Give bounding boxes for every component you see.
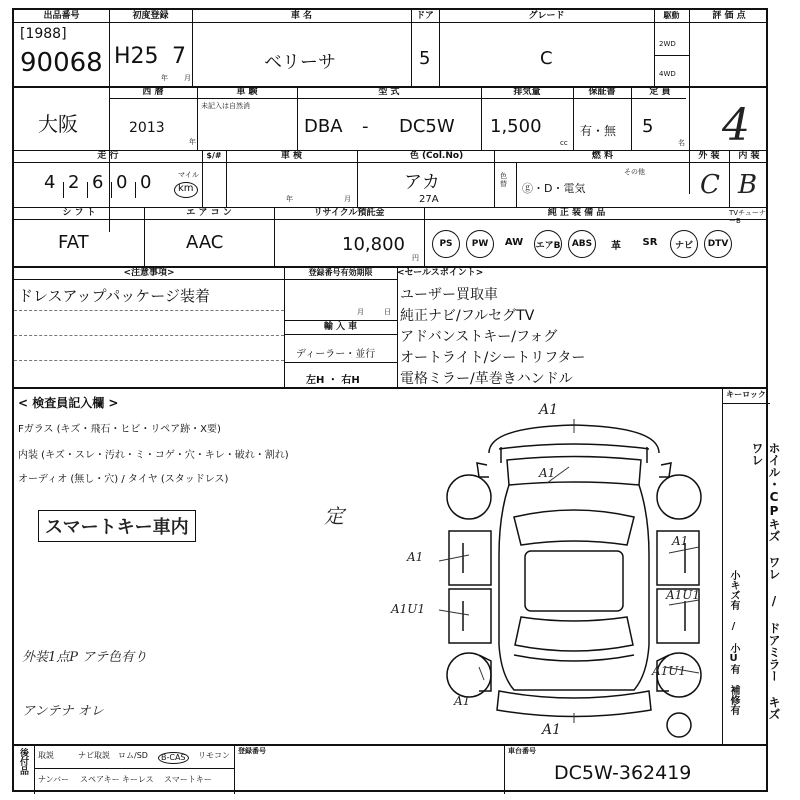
caution-label: <注意事項> — [123, 268, 175, 278]
warranty-value: 有・無 — [580, 124, 617, 138]
auction-sheet — [12, 8, 781, 792]
chassis-label: 車台番号 — [508, 747, 536, 755]
equipment-item: PS — [432, 230, 460, 258]
option-item: ナンバー — [38, 775, 70, 784]
option-item: ナビ取説 — [78, 751, 110, 760]
mark-right-mid: A1U1 — [666, 588, 701, 602]
sales-point: ユーザー買取車 — [400, 287, 498, 303]
reg-day: 日 — [384, 308, 391, 316]
mark-right-rear: A1U1 — [652, 664, 687, 678]
grade-label: グレード — [528, 11, 565, 21]
interior-label: 内 装 — [738, 151, 760, 161]
equipment-item: PW — [466, 230, 494, 258]
displacement-label: 排気量 — [513, 87, 541, 97]
reg-no-label: 登録番号 — [238, 747, 266, 755]
fuel-options: ⓖ・D・電気 — [522, 182, 586, 195]
recycle: 10,800 — [342, 234, 405, 255]
mark-right-front: A1 — [672, 534, 689, 548]
year-label: 西 暦 — [142, 87, 164, 97]
interior: B — [738, 170, 758, 200]
shift-label: シ フ ト — [62, 208, 96, 218]
equipment-item: AW — [504, 237, 524, 248]
option-item: キーレス — [122, 775, 154, 784]
hand-note-2: アンテナ オレ — [22, 704, 104, 719]
exterior-label: 外 装 — [698, 151, 720, 161]
mark-left-front: A1 — [407, 550, 424, 564]
displacement: 1,500 — [490, 116, 542, 137]
model-dash: - — [362, 116, 369, 137]
year-unit: 年 — [161, 74, 168, 82]
color-code: 27A — [419, 194, 439, 205]
first-reg-era: H25 — [114, 44, 159, 69]
sharp-label: $/# — [206, 151, 222, 160]
car-diagram — [429, 405, 719, 745]
cc-unit: cc — [560, 139, 568, 147]
sales-point: 電格ミラー/革巻きハンドル — [400, 371, 573, 387]
drive-2wd: 2WD — [659, 40, 676, 48]
year: 2013 — [129, 120, 165, 136]
option-item: スペアキー — [80, 775, 120, 784]
score: 4 — [722, 100, 750, 151]
drive-4wd: 4WD — [659, 70, 676, 78]
model-prefix: DBA — [304, 116, 343, 137]
equipment-item: SR — [642, 237, 658, 248]
exterior: C — [700, 170, 720, 200]
equipment-label: 純 正 装 備 品 — [547, 208, 606, 218]
dealer: ディーラー・並行 — [296, 349, 376, 360]
color-change-label: 色替 — [500, 172, 507, 188]
glass-line: Fガラス (キズ・飛石・ヒビ・リペア跡・X要) — [18, 424, 221, 435]
inspection-label: 車 験 — [236, 87, 258, 97]
doors: 5 — [419, 48, 431, 69]
inspection-note: 未記入は自然消 — [201, 102, 250, 110]
inspection2-label: 車 検 — [280, 151, 303, 161]
mileage-digit: 6 — [92, 172, 104, 193]
reg-expiry-label: 登録番号有効期限 — [308, 268, 373, 277]
equipment-item: ナビ — [670, 230, 698, 258]
first-reg-label: 初度登録 — [132, 11, 169, 21]
car-name: ベリーサ — [264, 52, 336, 73]
equipment-item: 革 — [611, 241, 621, 252]
shift: FAT — [58, 232, 89, 253]
capacity-unit: 名 — [678, 139, 685, 147]
score-label: 評 価 点 — [712, 11, 746, 21]
mark-front: A1 — [539, 402, 559, 418]
option-item: 取説 — [38, 751, 54, 760]
import-label: 輸 入 車 — [323, 322, 358, 332]
yen-unit: 円 — [412, 254, 419, 262]
lot-label: 出品番号 — [43, 11, 80, 21]
capacity-label: 定 員 — [649, 87, 671, 97]
ac: AAC — [186, 232, 224, 253]
inspector-title: < 検査員記入欄 > — [18, 396, 119, 410]
year-unit-2: 年 — [189, 138, 196, 146]
first-reg-month: 7 — [172, 44, 186, 69]
mileage-digit: 0 — [140, 172, 152, 193]
mark-left-rear: A1U1 — [391, 602, 426, 616]
grade: C — [540, 48, 553, 69]
fuel-other: その他 — [624, 168, 645, 176]
option-item: B-CAS — [158, 752, 189, 764]
drive-label: 駆動 — [663, 11, 680, 20]
inspection2-month: 月 — [344, 195, 351, 203]
equipment-item: DTV — [704, 230, 732, 258]
keylock-label: キーロック — [726, 390, 766, 399]
month-unit: 月 — [184, 74, 191, 82]
capacity: 5 — [642, 116, 654, 137]
option-item: リモコン — [198, 751, 230, 760]
mileage-label: 走 行 — [97, 151, 119, 161]
equipment-item: エアB — [534, 230, 562, 258]
mileage-unit-km: km — [178, 183, 194, 194]
lot-number: 90068 — [20, 48, 103, 78]
option-item: スマートキー — [164, 775, 212, 784]
mark-rear: A1 — [542, 722, 562, 738]
sales-point: 純正ナビ/フルセグTV — [400, 308, 535, 324]
mileage-digit: 0 — [116, 172, 128, 193]
audio-line: オーディオ (無し・穴) / タイヤ (スタッドレス) — [18, 474, 229, 485]
inspection2-year: 年 — [286, 195, 293, 203]
recycle-label: リサイクル預託金 — [313, 208, 385, 218]
color-label: 色 (Col.No) — [409, 151, 464, 161]
smart-key-stamp-text: スマートキー車内 — [45, 517, 189, 538]
fuel-label: 燃 料 — [591, 151, 614, 161]
mileage-digit: 2 — [68, 172, 80, 193]
warranty-label: 保証書 — [588, 87, 616, 97]
mark-rear-left: A1 — [454, 694, 471, 708]
interior-line: 内装 (キズ・スレ・汚れ・ミ・コゲ・穴・キレ・破れ・割れ) — [18, 450, 289, 461]
tuner-label: TVチューナーB — [729, 209, 766, 225]
sales-point: アドバンストキー/フォグ — [400, 329, 558, 345]
scribble-mark: 定 — [324, 504, 344, 528]
car-name-label: 車 名 — [290, 11, 313, 21]
smart-key-stamp — [38, 510, 196, 542]
reg-month: 月 — [357, 308, 364, 316]
hand-note-1: 外装1点P アテ色有り — [22, 650, 148, 665]
ac-label: エ ア コ ン — [186, 208, 232, 218]
caution-text: ドレスアップパッケージ装着 — [18, 287, 211, 305]
mark-hood: A1 — [539, 466, 556, 480]
doors-label: ドア — [416, 11, 434, 21]
model-code: DC5W — [399, 116, 455, 137]
color: アカ — [404, 172, 440, 193]
mileage-unit-mile: マイル — [178, 171, 199, 179]
options-label: 後付品 — [18, 748, 28, 775]
model-label: 型 式 — [378, 87, 400, 97]
chassis-number: DC5W-362419 — [554, 762, 692, 784]
mileage-digit: 4 — [44, 172, 56, 193]
side-note: ホイル・CPキズ ワレ / ドアミラー キズ ワレ — [750, 442, 781, 720]
lot-sub: [1988] — [20, 26, 67, 42]
equipment-item: ABS — [568, 230, 596, 258]
region: 大阪 — [38, 112, 78, 136]
option-item: ロム/SD — [118, 751, 148, 760]
sales-label: <セールスポイント> — [397, 268, 484, 278]
sales-point: オートライト/シートリフター — [400, 350, 586, 366]
side-note-2: 小キズ有 / 小U有 補修有 — [728, 570, 739, 715]
steering: 左H ・ 右H — [306, 375, 360, 386]
